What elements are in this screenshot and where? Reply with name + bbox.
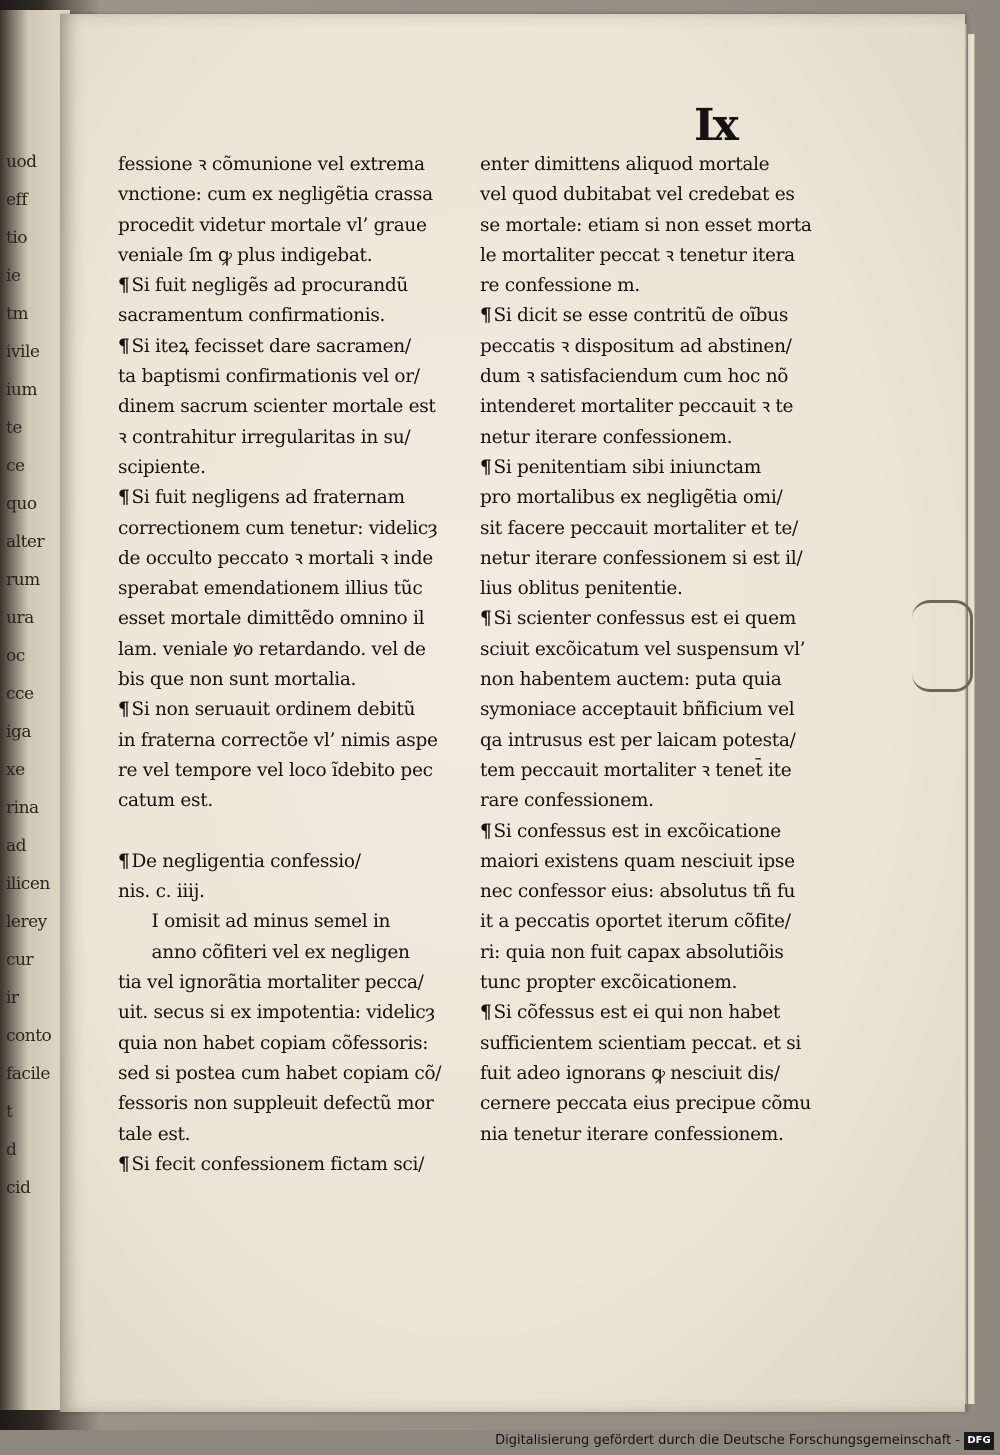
- line-text: quia non habet copiam cõfessoris:: [118, 1032, 429, 1054]
- line-text: dum ꝛ satisfaciendum cum hoc nõ: [480, 366, 789, 388]
- text-line: [480, 1120, 820, 1150]
- text-line: [480, 1089, 820, 1119]
- text-line: [480, 1029, 820, 1059]
- text-line: [480, 877, 820, 907]
- margin-fragment: uod: [6, 152, 37, 172]
- line-text: symoniace acceptauit bñficium vel: [480, 699, 795, 721]
- column-gap: [118, 817, 463, 847]
- text-line: [118, 271, 463, 301]
- text-line: [480, 544, 820, 574]
- text-line: [118, 180, 463, 210]
- line-text: procedit videtur mortale vl’ graue: [118, 214, 427, 236]
- paragraph-mark: ¶: [118, 275, 130, 297]
- line-text: de occulto peccato ꝛ mortali ꝛ inde: [118, 547, 433, 569]
- line-text: vnctione: cum ex negligẽtia crassa: [118, 184, 433, 206]
- text-line: [118, 544, 463, 574]
- text-line: [118, 665, 463, 695]
- line-text: sed si postea cum habet copiam cõ/: [118, 1062, 442, 1084]
- line-text: rare confessionem.: [480, 790, 654, 812]
- line-text: tunc propter excõicationem.: [480, 972, 738, 994]
- text-line: [480, 998, 820, 1028]
- line-text: in fraterna correctõe vl’ nimis aspe: [118, 729, 438, 751]
- margin-fragment: ura: [6, 608, 34, 628]
- paragraph-mark: ¶: [480, 1002, 492, 1024]
- line-text: non habentem auctem: puta quia: [480, 669, 782, 691]
- line-text: cernere peccata eius precipue cõmu: [480, 1093, 811, 1115]
- margin-fragment: ivile: [6, 342, 40, 362]
- line-text: Si fecit confessionem fictam sci/: [131, 1153, 424, 1175]
- margin-fragment: tm: [6, 304, 28, 324]
- line-text: nia tenetur iterare confessionem.: [480, 1123, 784, 1145]
- text-line: [118, 998, 463, 1028]
- text-line: [480, 180, 820, 210]
- text-line: [480, 604, 820, 634]
- line-text: it a peccatis oportet iterum cõfite/: [480, 911, 791, 933]
- line-text: tale est.: [118, 1123, 191, 1145]
- line-text: sperabat emendationem illius tũc: [118, 578, 423, 600]
- text-line: [118, 514, 463, 544]
- paragraph-mark: ¶: [480, 456, 492, 478]
- text-line: [118, 877, 463, 907]
- line-text: ꝛ contrahitur irregularitas in su/: [118, 426, 411, 448]
- text-line: [118, 938, 463, 968]
- line-text: ri: quia non fuit capax absolutiõis: [480, 941, 784, 963]
- text-line: [480, 453, 820, 483]
- margin-fragment: lerey: [6, 912, 47, 932]
- text-line: [118, 150, 463, 180]
- text-line: [480, 756, 820, 786]
- text-line: [118, 604, 463, 634]
- text-line: [480, 695, 820, 725]
- text-line: [480, 665, 820, 695]
- text-line: [118, 968, 463, 998]
- margin-fragment: cid: [6, 1178, 31, 1198]
- margin-fragment: cce: [6, 684, 34, 704]
- line-text: Si scienter confessus est ei quem: [493, 608, 797, 630]
- line-text: fessoris non suppleuit defectũ mor: [118, 1093, 434, 1115]
- line-text: maiori existens quam nesciuit ipse: [480, 850, 795, 872]
- line-text: se mortale: etiam si non esset morta: [480, 214, 812, 236]
- line-text: nis. c. iiij.: [118, 881, 205, 903]
- margin-fragment: tio: [6, 228, 28, 248]
- text-line: [118, 423, 463, 453]
- margin-fragment: ad: [6, 836, 27, 856]
- line-text: netur iterare confessionem si est il/: [480, 547, 803, 569]
- paragraph-mark: ¶: [118, 1153, 130, 1175]
- line-text: uit. secus si ex impotentia: videlicȝ: [118, 1002, 435, 1024]
- margin-fragment: oc: [6, 646, 25, 666]
- text-line: [118, 1150, 463, 1180]
- text-line: [480, 392, 820, 422]
- text-line: [118, 1059, 463, 1089]
- line-text: re confessione m.: [480, 275, 640, 297]
- margin-fragment: ir: [6, 988, 19, 1008]
- line-text: tia vel ignorãtia mortaliter pecca/: [118, 972, 424, 994]
- text-line: [118, 392, 463, 422]
- line-text: bis que non sunt mortalia.: [118, 669, 357, 691]
- margin-fragment: ilicen: [6, 874, 50, 894]
- line-text: lius oblitus penitentie.: [480, 578, 683, 600]
- text-line: [118, 726, 463, 756]
- line-text: dinem sacrum scienter mortale est: [118, 396, 436, 418]
- line-text: sacramentum confirmationis.: [118, 305, 386, 327]
- line-text: ta baptismi confirmationis vel or/: [118, 366, 420, 388]
- line-text: De negligentia confessio/: [131, 850, 361, 872]
- text-line: [118, 695, 463, 725]
- text-line: [480, 301, 820, 331]
- margin-fragment: eff: [6, 190, 28, 210]
- margin-fragment: rum: [6, 570, 40, 590]
- text-line: [480, 968, 820, 998]
- text-line: [480, 574, 820, 604]
- page-edge: [968, 34, 975, 1404]
- paragraph-mark: ¶: [118, 335, 130, 357]
- margin-fragment: ie: [6, 266, 21, 286]
- line-text: Si fuit negligẽs ad procurandũ: [131, 275, 409, 297]
- text-line: [480, 938, 820, 968]
- line-text: lam. veniale ꝟo retardando. vel de: [118, 638, 426, 660]
- line-text: fuit adeo ignorans ꝙ nesciuit dis/: [480, 1062, 780, 1084]
- margin-fragment: alter: [6, 532, 45, 552]
- line-text: pro mortalibus ex negligẽtia omi/: [480, 487, 783, 509]
- line-text: I omisit ad minus semel in: [118, 911, 391, 933]
- line-text: anno cõfiteri vel ex negligen: [118, 941, 410, 963]
- paragraph-mark: ¶: [480, 820, 492, 842]
- margin-fragment: iga: [6, 722, 31, 742]
- line-text: nec confessor eius: absolutus tñ fu: [480, 881, 796, 903]
- line-text: Si iteꝝ fecisset dare sacramen/: [131, 335, 411, 357]
- margin-fragment: xe: [6, 760, 25, 780]
- margin-fragment: ce: [6, 456, 25, 476]
- margin-fragment: d: [6, 1140, 17, 1160]
- line-text: sufficientem scientiam peccat. et si: [480, 1032, 802, 1054]
- text-line: [118, 907, 463, 937]
- line-text: sciuit excõicatum vel suspensum vl’: [480, 638, 806, 660]
- text-line: [118, 332, 463, 362]
- text-line: [118, 362, 463, 392]
- paragraph-mark: ¶: [118, 699, 130, 721]
- text-line: [480, 514, 820, 544]
- margin-fragment: ium: [6, 380, 38, 400]
- text-line: [480, 211, 820, 241]
- text-line: [118, 211, 463, 241]
- text-line: [118, 241, 463, 271]
- margin-fragment: quo: [6, 494, 37, 514]
- text-line: [118, 483, 463, 513]
- text-line: [118, 1029, 463, 1059]
- text-line: [480, 635, 820, 665]
- line-text: correctionem cum tenetur: videlicȝ: [118, 517, 438, 539]
- line-text: fessione ꝛ cõmunione vel extrema: [118, 154, 425, 175]
- text-line: [480, 847, 820, 877]
- line-text: qa intrusus est per laicam potesta/: [480, 729, 796, 751]
- paragraph-mark: ¶: [480, 608, 492, 630]
- text-line: [118, 574, 463, 604]
- text-line: [480, 423, 820, 453]
- paragraph-mark: ¶: [118, 850, 130, 872]
- line-text: sit facere peccauit mortaliter et te/: [480, 517, 798, 539]
- text-line: [480, 483, 820, 513]
- text-line: [118, 453, 463, 483]
- line-text: re vel tempore vel loco ĩdebito pec: [118, 759, 433, 781]
- paragraph-mark: ¶: [480, 305, 492, 327]
- line-text: Si dicit se esse contritũ de oĩbus: [493, 305, 789, 327]
- text-column-left: [118, 150, 463, 1180]
- text-line: [480, 150, 820, 180]
- line-text: esset mortale dimittẽdo omnino il: [118, 608, 425, 630]
- text-line: [480, 817, 820, 847]
- text-line: [480, 1059, 820, 1089]
- text-line: [480, 332, 820, 362]
- text-line: [480, 362, 820, 392]
- margin-fragment: t: [6, 1102, 13, 1122]
- paragraph-mark: ¶: [118, 487, 130, 509]
- margin-fragment: cur: [6, 950, 34, 970]
- text-line: [118, 635, 463, 665]
- line-text: Si penitentiam sibi iniunctam: [493, 456, 761, 478]
- line-text: Si confessus est in excõicatione: [493, 820, 781, 842]
- margin-fragment: conto: [6, 1026, 52, 1046]
- line-text: tem peccauit mortaliter ꝛ tenet̄ ite: [480, 759, 792, 781]
- line-text: Si cõfessus est ei qui non habet: [493, 1002, 781, 1024]
- margin-fragment: te: [6, 418, 22, 438]
- page-clasp: [912, 600, 973, 692]
- line-text: veniale ſm ꝙ plus indigebat.: [118, 244, 373, 266]
- line-text: enter dimittens aliquod mortale: [480, 154, 770, 175]
- line-text: Si fuit negligens ad fraternam: [131, 487, 405, 509]
- line-text: vel quod dubitabat vel credebat es: [480, 184, 795, 206]
- text-line: [118, 1120, 463, 1150]
- text-line: [118, 756, 463, 786]
- text-line: [118, 847, 463, 877]
- dfg-logo: DFG: [964, 1432, 994, 1450]
- line-text: le mortaliter peccat ꝛ tenetur itera: [480, 244, 795, 266]
- text-line: [118, 301, 463, 331]
- text-column-right: [480, 150, 820, 1150]
- line-text: netur iterare confessionem.: [480, 426, 733, 448]
- folio-number: Ix: [694, 100, 737, 151]
- text-line: [480, 241, 820, 271]
- margin-fragment: facile: [6, 1064, 50, 1084]
- line-text: intenderet mortaliter peccauit ꝛ te: [480, 396, 794, 418]
- text-line: [480, 271, 820, 301]
- line-text: catum est.: [118, 790, 213, 812]
- text-line: [480, 726, 820, 756]
- line-text: scipiente.: [118, 456, 206, 478]
- line-text: Si non seruauit ordinem debitũ: [131, 699, 416, 721]
- footer-credit: Digitalisierung gefördert durch die Deutsche Forschungsgemeinschaft -: [495, 1433, 960, 1448]
- text-line: [480, 786, 820, 816]
- line-text: peccatis ꝛ dispositum ad abstinen/: [480, 335, 792, 357]
- text-line: [118, 1089, 463, 1119]
- text-line: [480, 907, 820, 937]
- text-line: [118, 786, 463, 816]
- margin-fragment: rina: [6, 798, 39, 818]
